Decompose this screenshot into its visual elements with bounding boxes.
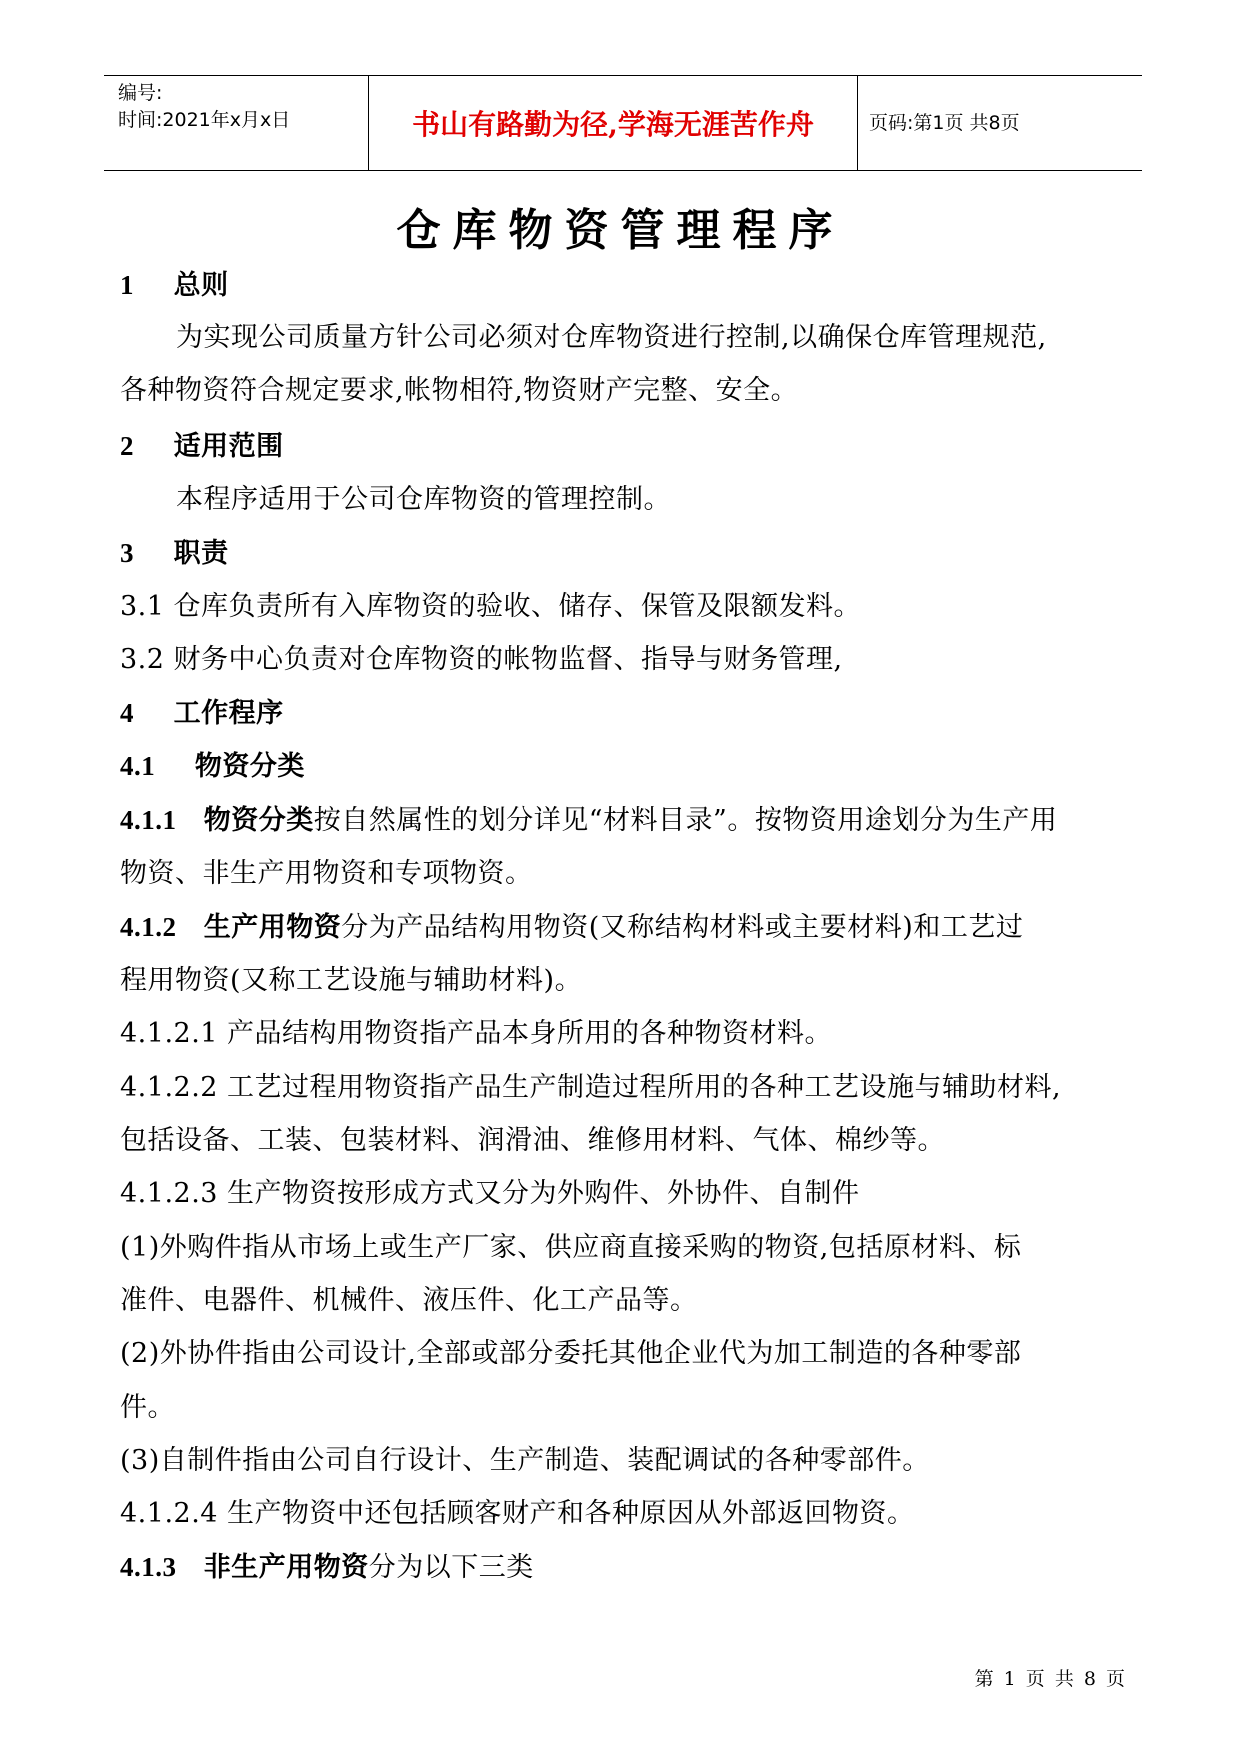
section-heading: 4 工作程序 — [120, 698, 284, 729]
header-info-cell — [104, 76, 368, 170]
paragraph-line: (2)外协件指由公司设计,全部或部分委托其他企业代为加工制造的各种零部 — [120, 1338, 1022, 1369]
clause-line: 4.1.2 生产用物资分为产品结构用物资(又称结构材料或主要材料)和工艺过 — [120, 912, 1024, 943]
section-heading: 3 职责 — [120, 538, 229, 569]
paragraph-line: 3.1 仓库负责所有入库物资的验收、储存、保管及限额发料。 — [120, 591, 862, 622]
document-time-label: 时间:2021年x月x日 — [118, 109, 291, 131]
paragraph-line: 包括设备、工装、包装材料、润滑油、维修用材料、气体、棉纱等。 — [120, 1125, 945, 1156]
paragraph-line: 4.1.2.1 产品结构用物资指产品本身所用的各种物资材料。 — [120, 1018, 833, 1049]
paragraph-line: 各种物资符合规定要求,帐物相符,物资财产完整、安全。 — [120, 375, 799, 406]
paragraph-line: 为实现公司质量方针公司必须对仓库物资进行控制,以确保仓库管理规范, — [176, 322, 1047, 353]
paragraph-line: 件。 — [120, 1392, 175, 1423]
paragraph-line: 4.1.2.2 工艺过程用物资指产品生产制造过程所用的各种工艺设施与辅助材料, — [120, 1072, 1062, 1103]
motto-text: 书山有路勤为径,学海无涯苦作舟 — [412, 108, 814, 141]
page-footer: 第 1 页 共 8 页 — [974, 1668, 1127, 1690]
header-motto-cell — [368, 76, 858, 170]
paragraph-line: 本程序适用于公司仓库物资的管理控制。 — [176, 484, 671, 515]
paragraph-line: 程用物资(又称工艺设施与辅助材料)。 — [120, 965, 583, 996]
paragraph-line: (1)外购件指从市场上或生产厂家、供应商直接采购的物资,包括原材料、标 — [120, 1232, 1022, 1263]
paragraph-line: 3.2 财务中心负责对仓库物资的帐物监督、指导与财务管理, — [120, 644, 843, 675]
paragraph-line: 准件、电器件、机械件、液压件、化工产品等。 — [120, 1285, 698, 1316]
header-page-cell — [857, 76, 1142, 170]
document-number-label: 编号: — [118, 82, 163, 104]
section-heading: 1 总则 — [120, 270, 229, 301]
document-title: 仓库物资管理程序 — [396, 205, 845, 256]
page-indicator: 页码:第1页 共8页 — [869, 112, 1020, 134]
paragraph-line: 物资、非生产用物资和专项物资。 — [120, 858, 533, 889]
header-table — [104, 75, 1142, 171]
paragraph-line: (3)自制件指由公司自行设计、生产制造、装配调试的各种零部件。 — [120, 1445, 930, 1476]
clause-line: 4.1.1 物资分类按自然属性的划分详见“材料目录”。按物资用途划分为生产用 — [120, 805, 1058, 836]
section-heading: 2 适用范围 — [120, 431, 284, 462]
paragraph-line: 4.1.2.3 生产物资按形成方式又分为外购件、外协件、自制件 — [120, 1178, 860, 1209]
subsection-heading: 4.1 物资分类 — [120, 751, 305, 782]
paragraph-line: 4.1.2.4 生产物资中还包括顾客财产和各种原因从外部返回物资。 — [120, 1498, 915, 1529]
clause-line: 4.1.3 非生产用物资分为以下三类 — [120, 1552, 534, 1583]
